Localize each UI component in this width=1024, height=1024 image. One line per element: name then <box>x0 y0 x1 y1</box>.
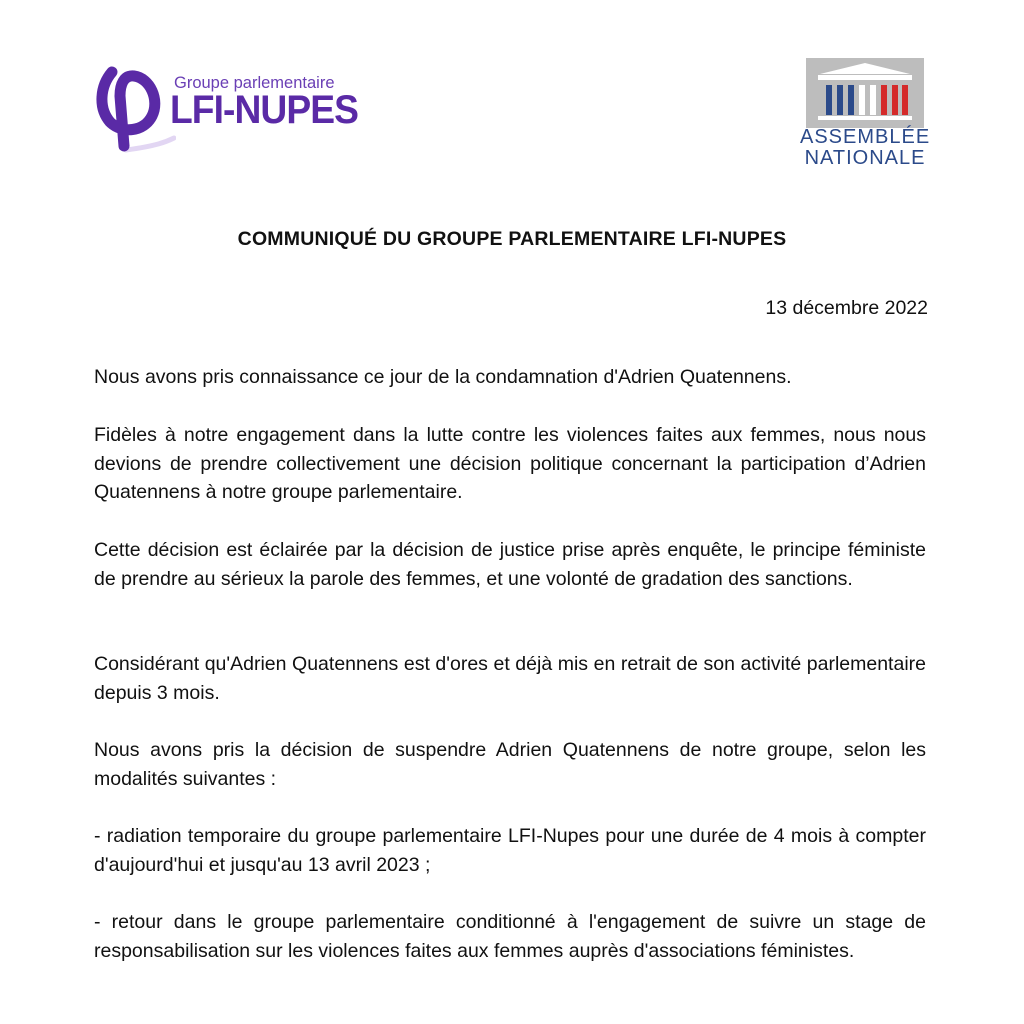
paragraph-3: Cette décision est éclairée par la décision de justice prise après enquête, le principe féministe de prendre au sérieux la parole des femmes, et une volonté de gradation des sanctions. <box>94 539 926 590</box>
communique-date: 13 décembre 2022 <box>765 297 928 319</box>
paragraph-4: Considérant qu'Adrien Quatennens est d'ores et déjà mis en retrait de son activité parlementaire depuis 3 mois. <box>94 653 926 704</box>
paragraph-2: Fidèles à notre engagement dans la lutte contre les violences faites aux femmes, nous nous devions de prendre collectivement une décision politique concernant la participation d’Adrien Quatennens à notre groupe parlementaire. <box>94 424 926 503</box>
assemblee-building-icon <box>806 58 924 128</box>
logo-nationale-text: NATIONALE <box>804 147 926 169</box>
page-title: COMMUNIQUÉ DU GROUPE PARLEMENTAIRE LFI-NUPES <box>237 228 787 250</box>
paragraph-5: Nous avons pris la décision de suspendre Adrien Quatennens de notre groupe, selon les modalités suivantes : <box>94 739 926 790</box>
logo-subtitle: Groupe parlementaire <box>174 74 335 92</box>
paragraph-6: - radiation temporaire du groupe parlementaire LFI-Nupes pour une durée de 4 mois à compter d'aujourd'hui et jusqu'au 13 avril 2023 ; <box>94 825 926 876</box>
logo-assemblee-text: ASSEMBLÉE <box>800 126 931 148</box>
paragraph-7: - retour dans le groupe parlementaire conditionné à l'engagement de suivre un stage de responsabilisation sur les violences faites aux femmes auprès d'associations féministes. <box>94 911 926 962</box>
paragraph-1: Nous avons pris connaissance ce jour de la condamnation d'Adrien Quatennens. <box>94 366 792 388</box>
assemblee-nationale-logo <box>800 58 930 173</box>
logo-name: LFI-NUPES <box>170 88 358 132</box>
lfi-nupes-logo <box>96 62 358 158</box>
phi-icon <box>96 62 176 158</box>
